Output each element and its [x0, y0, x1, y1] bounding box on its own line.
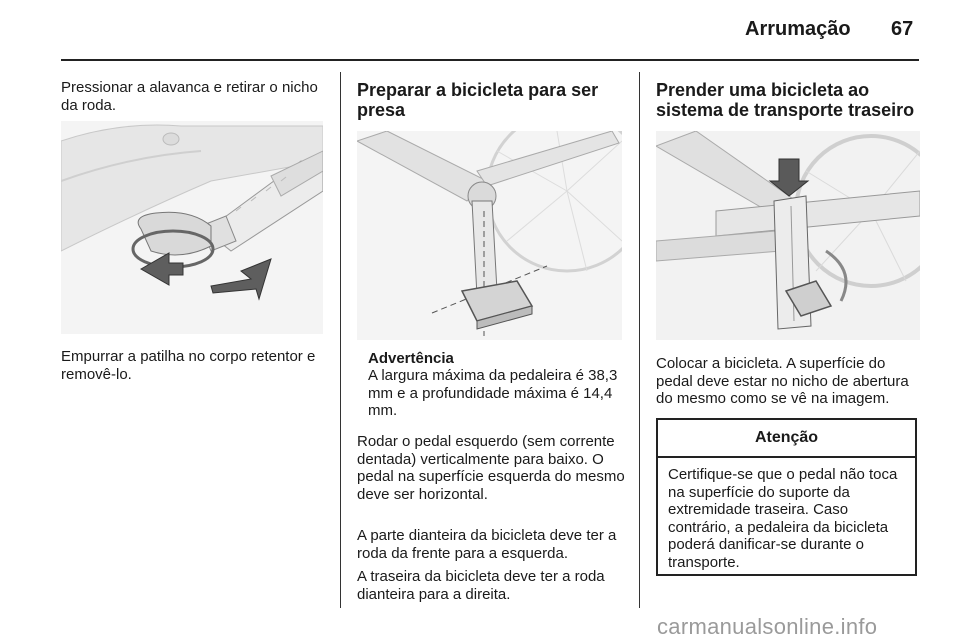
- notice-title: Atenção: [658, 420, 915, 458]
- col1-para1: Pressionar a alavanca e retirar o nicho da roda.: [61, 79, 318, 114]
- warning-text: A largura máxima da pedaleira é 38,3 mm e a profundidade máxima é 14,4 mm.: [368, 367, 618, 419]
- notice-text: Certifique-se que o pedal não toca na superfície do suporte da extremidade traseira. Caso contrário, a pedaleira da bicicleta poderá danificar-se durante o transporte.: [668, 466, 898, 571]
- col3-para1: Colocar a bicicleta. A superfície do pedal deve estar no nicho de abertura do mesmo como se vê na imagem.: [656, 355, 909, 407]
- warning-block: [368, 350, 618, 420]
- col2-para1: Rodar o pedal esquerdo (sem corrente dentada) verticalmente para baixo. O pedal na superfície esquerda do mesmo deve ser horizontal.: [357, 433, 625, 503]
- header-rule: [61, 59, 919, 61]
- column-divider-1: [340, 72, 341, 608]
- column-divider-2: [639, 72, 640, 608]
- col2-para2: A parte dianteira da bicicleta deve ter a roda da frente para a esquerda.: [357, 527, 617, 562]
- notice-box: [656, 418, 917, 576]
- col2-para3: A traseira da bicicleta deve ter a roda dianteira para a direita.: [357, 568, 605, 603]
- page-header-title: Arrumação: [745, 18, 851, 40]
- wheel-niche-illustration: [61, 121, 323, 334]
- page-number: 67: [891, 18, 914, 40]
- col3-heading: Prender uma bicicleta ao sistema de transporte traseiro: [656, 80, 915, 120]
- warning-title: Advertência: [368, 350, 454, 367]
- footer-watermark: carmanualsonline.info: [657, 614, 878, 639]
- col2-heading: Preparar a bicicleta para ser presa: [357, 80, 599, 120]
- pedal-position-illustration: [357, 131, 622, 340]
- bike-mount-illustration: [656, 131, 920, 340]
- col1-para2: Empurrar a patilha no corpo retentor e removê-lo.: [61, 348, 316, 383]
